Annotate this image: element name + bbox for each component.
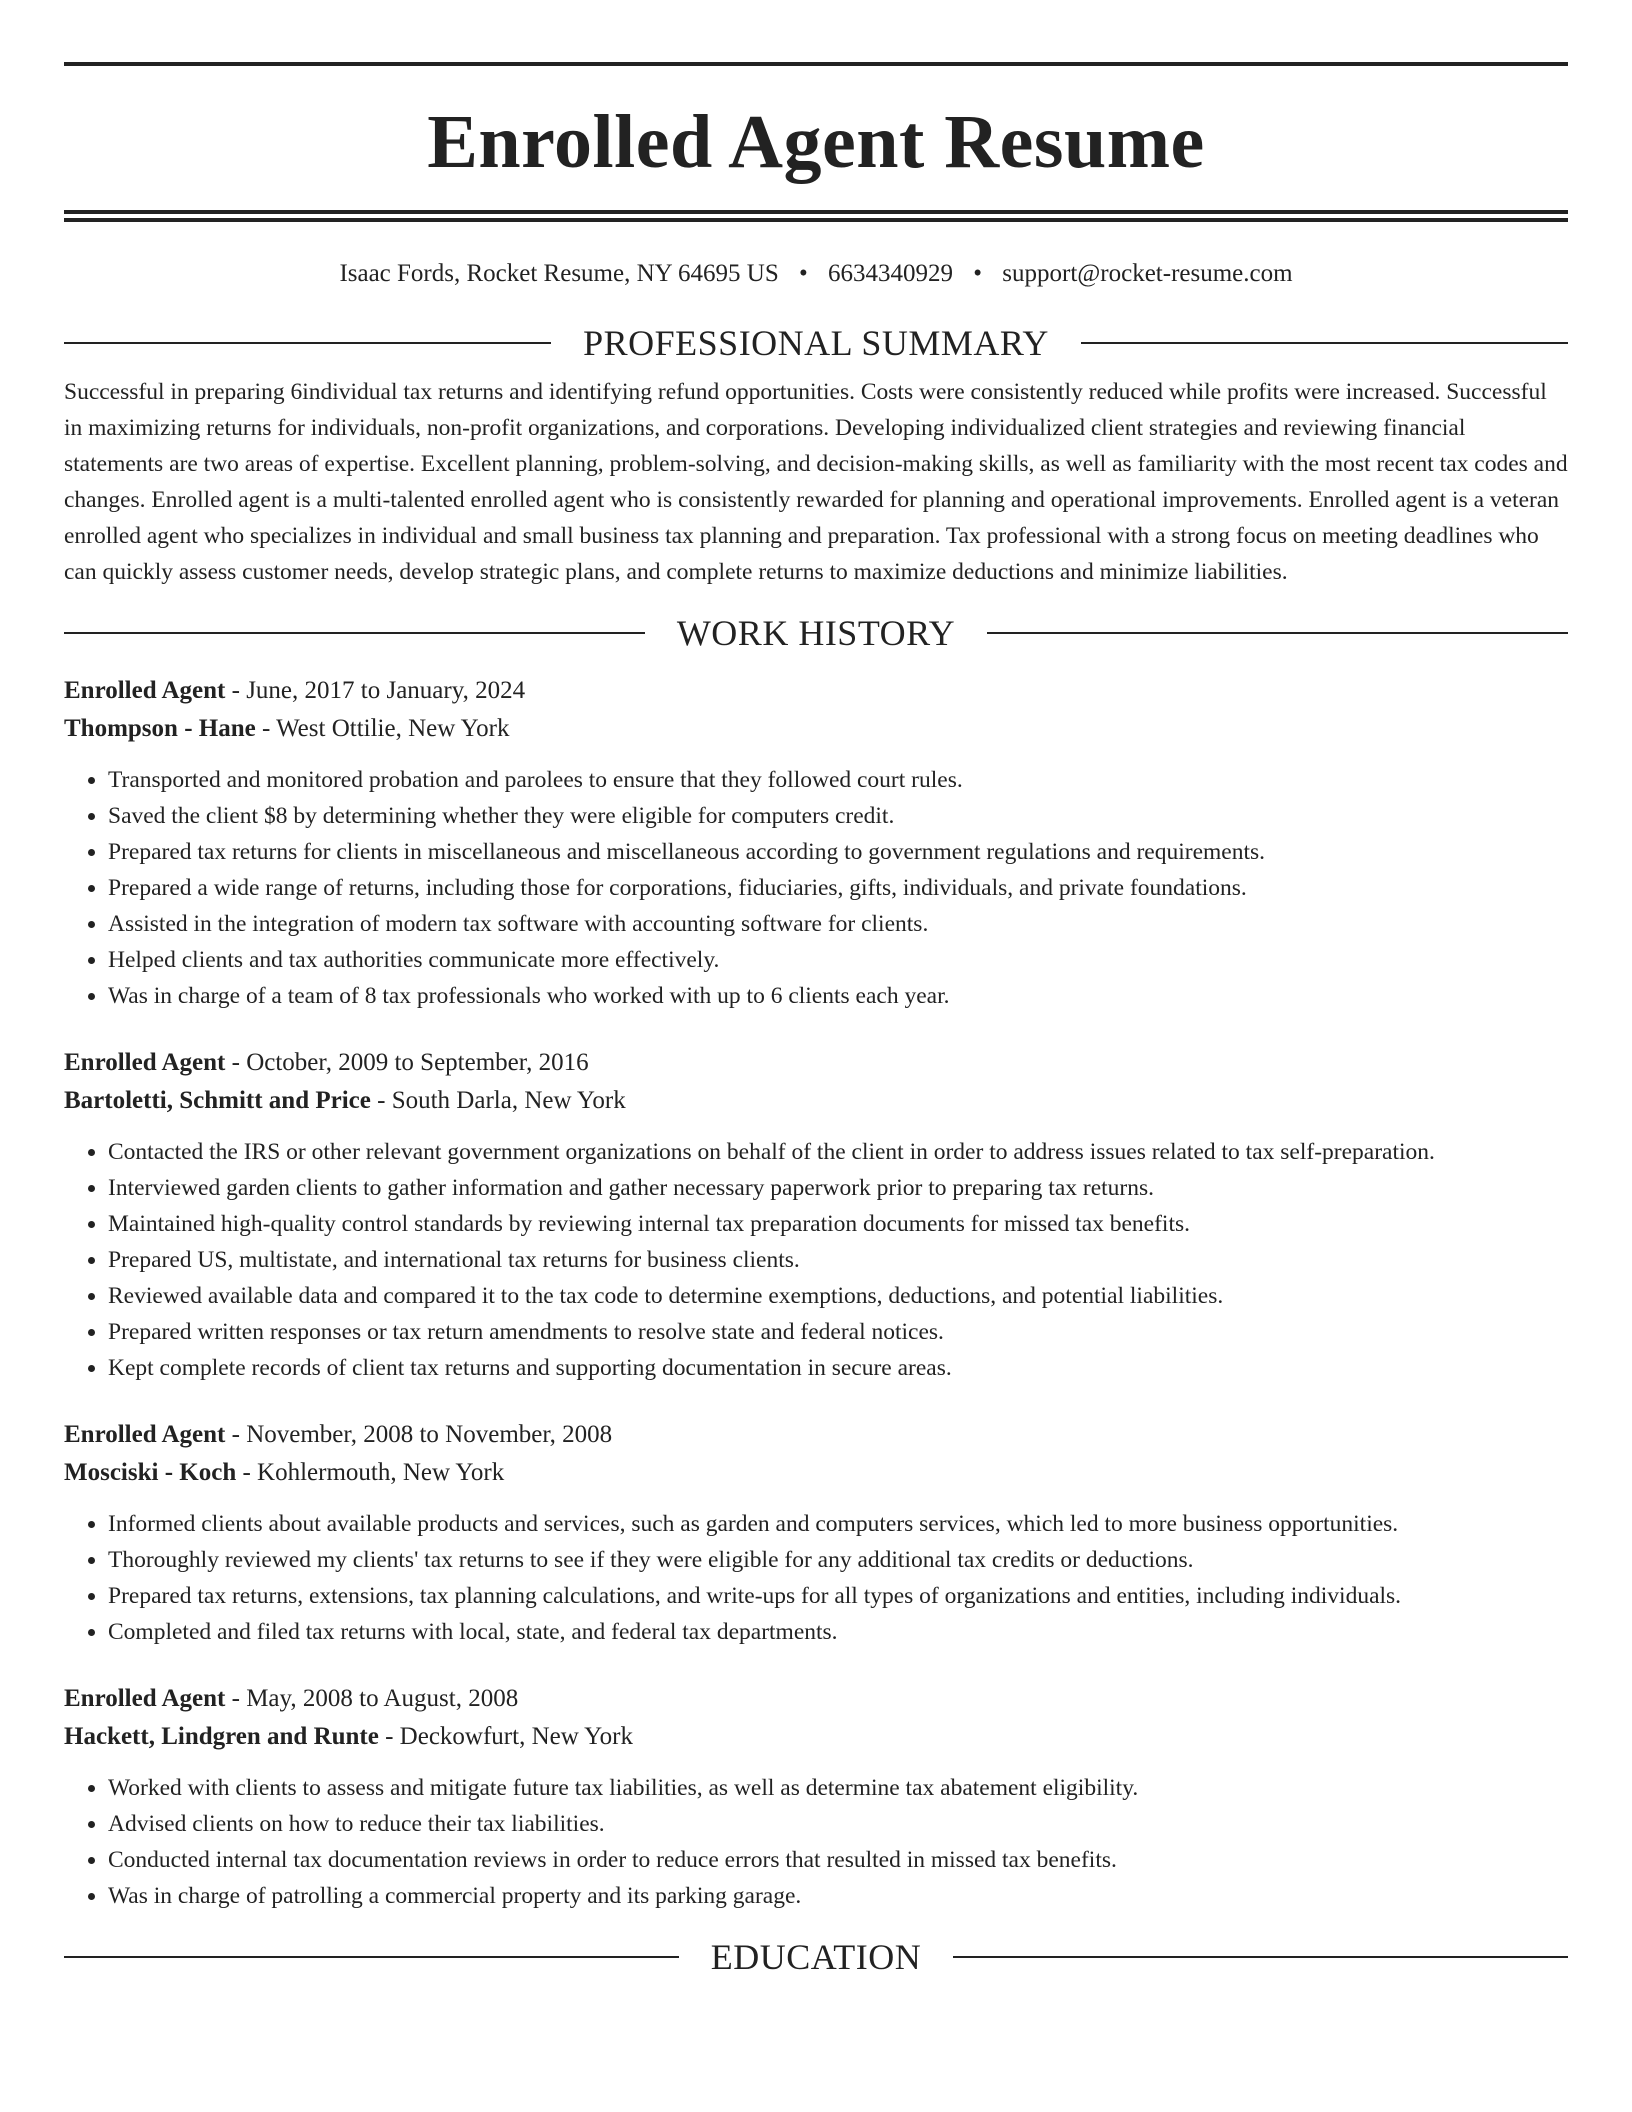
section-heading-summary (64, 322, 1568, 364)
heading-rule-left (64, 342, 551, 344)
job-company-line (64, 1082, 1568, 1120)
job-bullet: • Contacted the IRS or other relevant government organizations on behalf of the client in order to address issues related to tax self-preparation. (108, 1134, 1568, 1170)
job-location: - West Ottilie, New York (255, 715, 510, 742)
job-dates: - June, 2017 to January, 2024 (225, 677, 526, 704)
contact-separator: • (798, 260, 808, 287)
contact-line (64, 260, 1568, 288)
job-bullet: • Was in charge of patrolling a commercial property and its parking garage. (108, 1878, 1568, 1914)
heading-rule-left (64, 1956, 679, 1958)
job-company: Mosciski - Koch (64, 1459, 237, 1486)
job-bullet-list (64, 1770, 1568, 1914)
job-bullet: • Saved the client $8 by determining whether they were eligible for computers credit. (108, 798, 1568, 834)
contact-address: Isaac Fords, Rocket Resume, NY 64695 US (339, 260, 779, 287)
job-bullet: • Assisted in the integration of modern tax software with accounting software for clients. (108, 906, 1568, 942)
job-entry (64, 1044, 1568, 1386)
job-title: Enrolled Agent (64, 1685, 226, 1712)
top-rule (64, 62, 1568, 66)
job-location: - Kohlermouth, New York (236, 1459, 505, 1486)
resume-title: Enrolled Agent Resume (427, 100, 1205, 184)
job-entry (64, 1680, 1568, 1914)
job-company: Hackett, Lindgren and Runte (64, 1723, 379, 1750)
job-bullet: • Advised clients on how to reduce their tax liabilities. (108, 1806, 1568, 1842)
job-bullet: • Prepared tax returns, extensions, tax planning calculations, and write-ups for all types of organizations and entities, including individuals. (108, 1578, 1568, 1614)
professional-summary-text: Successful in preparing 6individual tax returns and identifying refund opportunities. Costs were consistently reduced while profits were increased. Successful in maximizing returns for individuals, non-profit organizations, and corporations. Developing individualized client strategies and reviewing financial statements are two areas of expertise. Excellent planning, problem-solving, and decision-making skills, as well as familiarity with the most recent tax codes and changes. Enrolled agent is a multi-talented enrolled agent who is consistently rewarded for planning and operational improvements. Enrolled agent is a veteran enrolled agent who specializes in individual and small business tax planning and preparation. Tax professional with a strong focus on meeting deadlines who can quickly assess customer needs, develop strategic plans, and complete returns to maximize deductions and minimize liabilities. (64, 379, 1568, 585)
job-title: Enrolled Agent (64, 1421, 226, 1448)
section-heading-label: WORK HISTORY (676, 613, 956, 653)
job-dates: - October, 2009 to September, 2016 (225, 1049, 589, 1076)
job-dates: - November, 2008 to November, 2008 (225, 1421, 613, 1448)
job-bullet: • Prepared tax returns for clients in miscellaneous and miscellaneous according to government regulations and requirements. (108, 834, 1568, 870)
contact-separator: • (973, 260, 983, 287)
job-entry (64, 672, 1568, 1014)
job-bullet: • Prepared US, multistate, and international tax returns for business clients. (108, 1242, 1568, 1278)
section-heading-label: EDUCATION (710, 1937, 922, 1977)
job-bullet: • Informed clients about available products and services, such as garden and computers services, which led to more business opportunities. (108, 1506, 1568, 1542)
job-entry (64, 1416, 1568, 1650)
job-location: - Deckowfurt, New York (378, 1723, 633, 1750)
job-bullet: • Worked with clients to assess and mitigate future tax liabilities, as well as determine tax abatement eligibility. (108, 1770, 1568, 1806)
contact-phone: 6634340929 (828, 260, 953, 287)
job-title-line (64, 1044, 1568, 1082)
job-bullet: • Interviewed garden clients to gather information and gather necessary paperwork prior to preparing tax returns. (108, 1170, 1568, 1206)
job-title-line (64, 1680, 1568, 1718)
job-company: Bartoletti, Schmitt and Price (64, 1087, 371, 1114)
job-bullet: • Transported and monitored probation and parolees to ensure that they followed court rules. (108, 762, 1568, 798)
job-bullet: • Prepared a wide range of returns, including those for corporations, fiduciaries, gifts, individuals, and private foundations. (108, 870, 1568, 906)
job-bullet-list (64, 762, 1568, 1014)
job-dates: - May, 2008 to August, 2008 (225, 1685, 519, 1712)
heading-rule-right (953, 1956, 1568, 1958)
job-company-line (64, 1454, 1568, 1492)
job-title: Enrolled Agent (64, 1049, 226, 1076)
heading-rule-right (1081, 342, 1568, 344)
job-bullet-list (64, 1506, 1568, 1650)
heading-rule-left (64, 632, 645, 634)
job-bullet: • Was in charge of a team of 8 tax professionals who worked with up to 6 clients each year. (108, 978, 1568, 1014)
job-location: - South Darla, New York (370, 1087, 626, 1114)
section-heading-education (64, 1936, 1568, 1978)
job-title-line (64, 1416, 1568, 1454)
job-title-line (64, 672, 1568, 710)
job-bullet-list (64, 1134, 1568, 1386)
job-bullet: • Completed and filed tax returns with local, state, and federal tax departments. (108, 1614, 1568, 1650)
section-heading-work-history (64, 612, 1568, 654)
title-double-rule (64, 210, 1568, 222)
job-title: Enrolled Agent (64, 677, 226, 704)
section-heading-label: PROFESSIONAL SUMMARY (583, 323, 1049, 363)
job-bullet: • Kept complete records of client tax returns and supporting documentation in secure areas. (108, 1350, 1568, 1386)
job-bullet: • Thoroughly reviewed my clients' tax returns to see if they were eligible for any additional tax credits or deductions. (108, 1542, 1568, 1578)
job-company-line (64, 710, 1568, 748)
job-bullet: • Maintained high-quality control standards by reviewing internal tax preparation documents for missed tax benefits. (108, 1206, 1568, 1242)
job-bullet: • Conducted internal tax documentation reviews in order to reduce errors that resulted in missed tax benefits. (108, 1842, 1568, 1878)
job-company-line (64, 1718, 1568, 1756)
job-bullet: • Prepared written responses or tax return amendments to resolve state and federal notices. (108, 1314, 1568, 1350)
heading-rule-right (987, 632, 1568, 634)
job-bullet: • Helped clients and tax authorities communicate more effectively. (108, 942, 1568, 978)
job-company: Thompson - Hane (64, 715, 256, 742)
contact-email: support@rocket-resume.com (1002, 260, 1293, 287)
job-bullet: • Reviewed available data and compared it to the tax code to determine exemptions, deductions, and potential liabilities. (108, 1278, 1568, 1314)
